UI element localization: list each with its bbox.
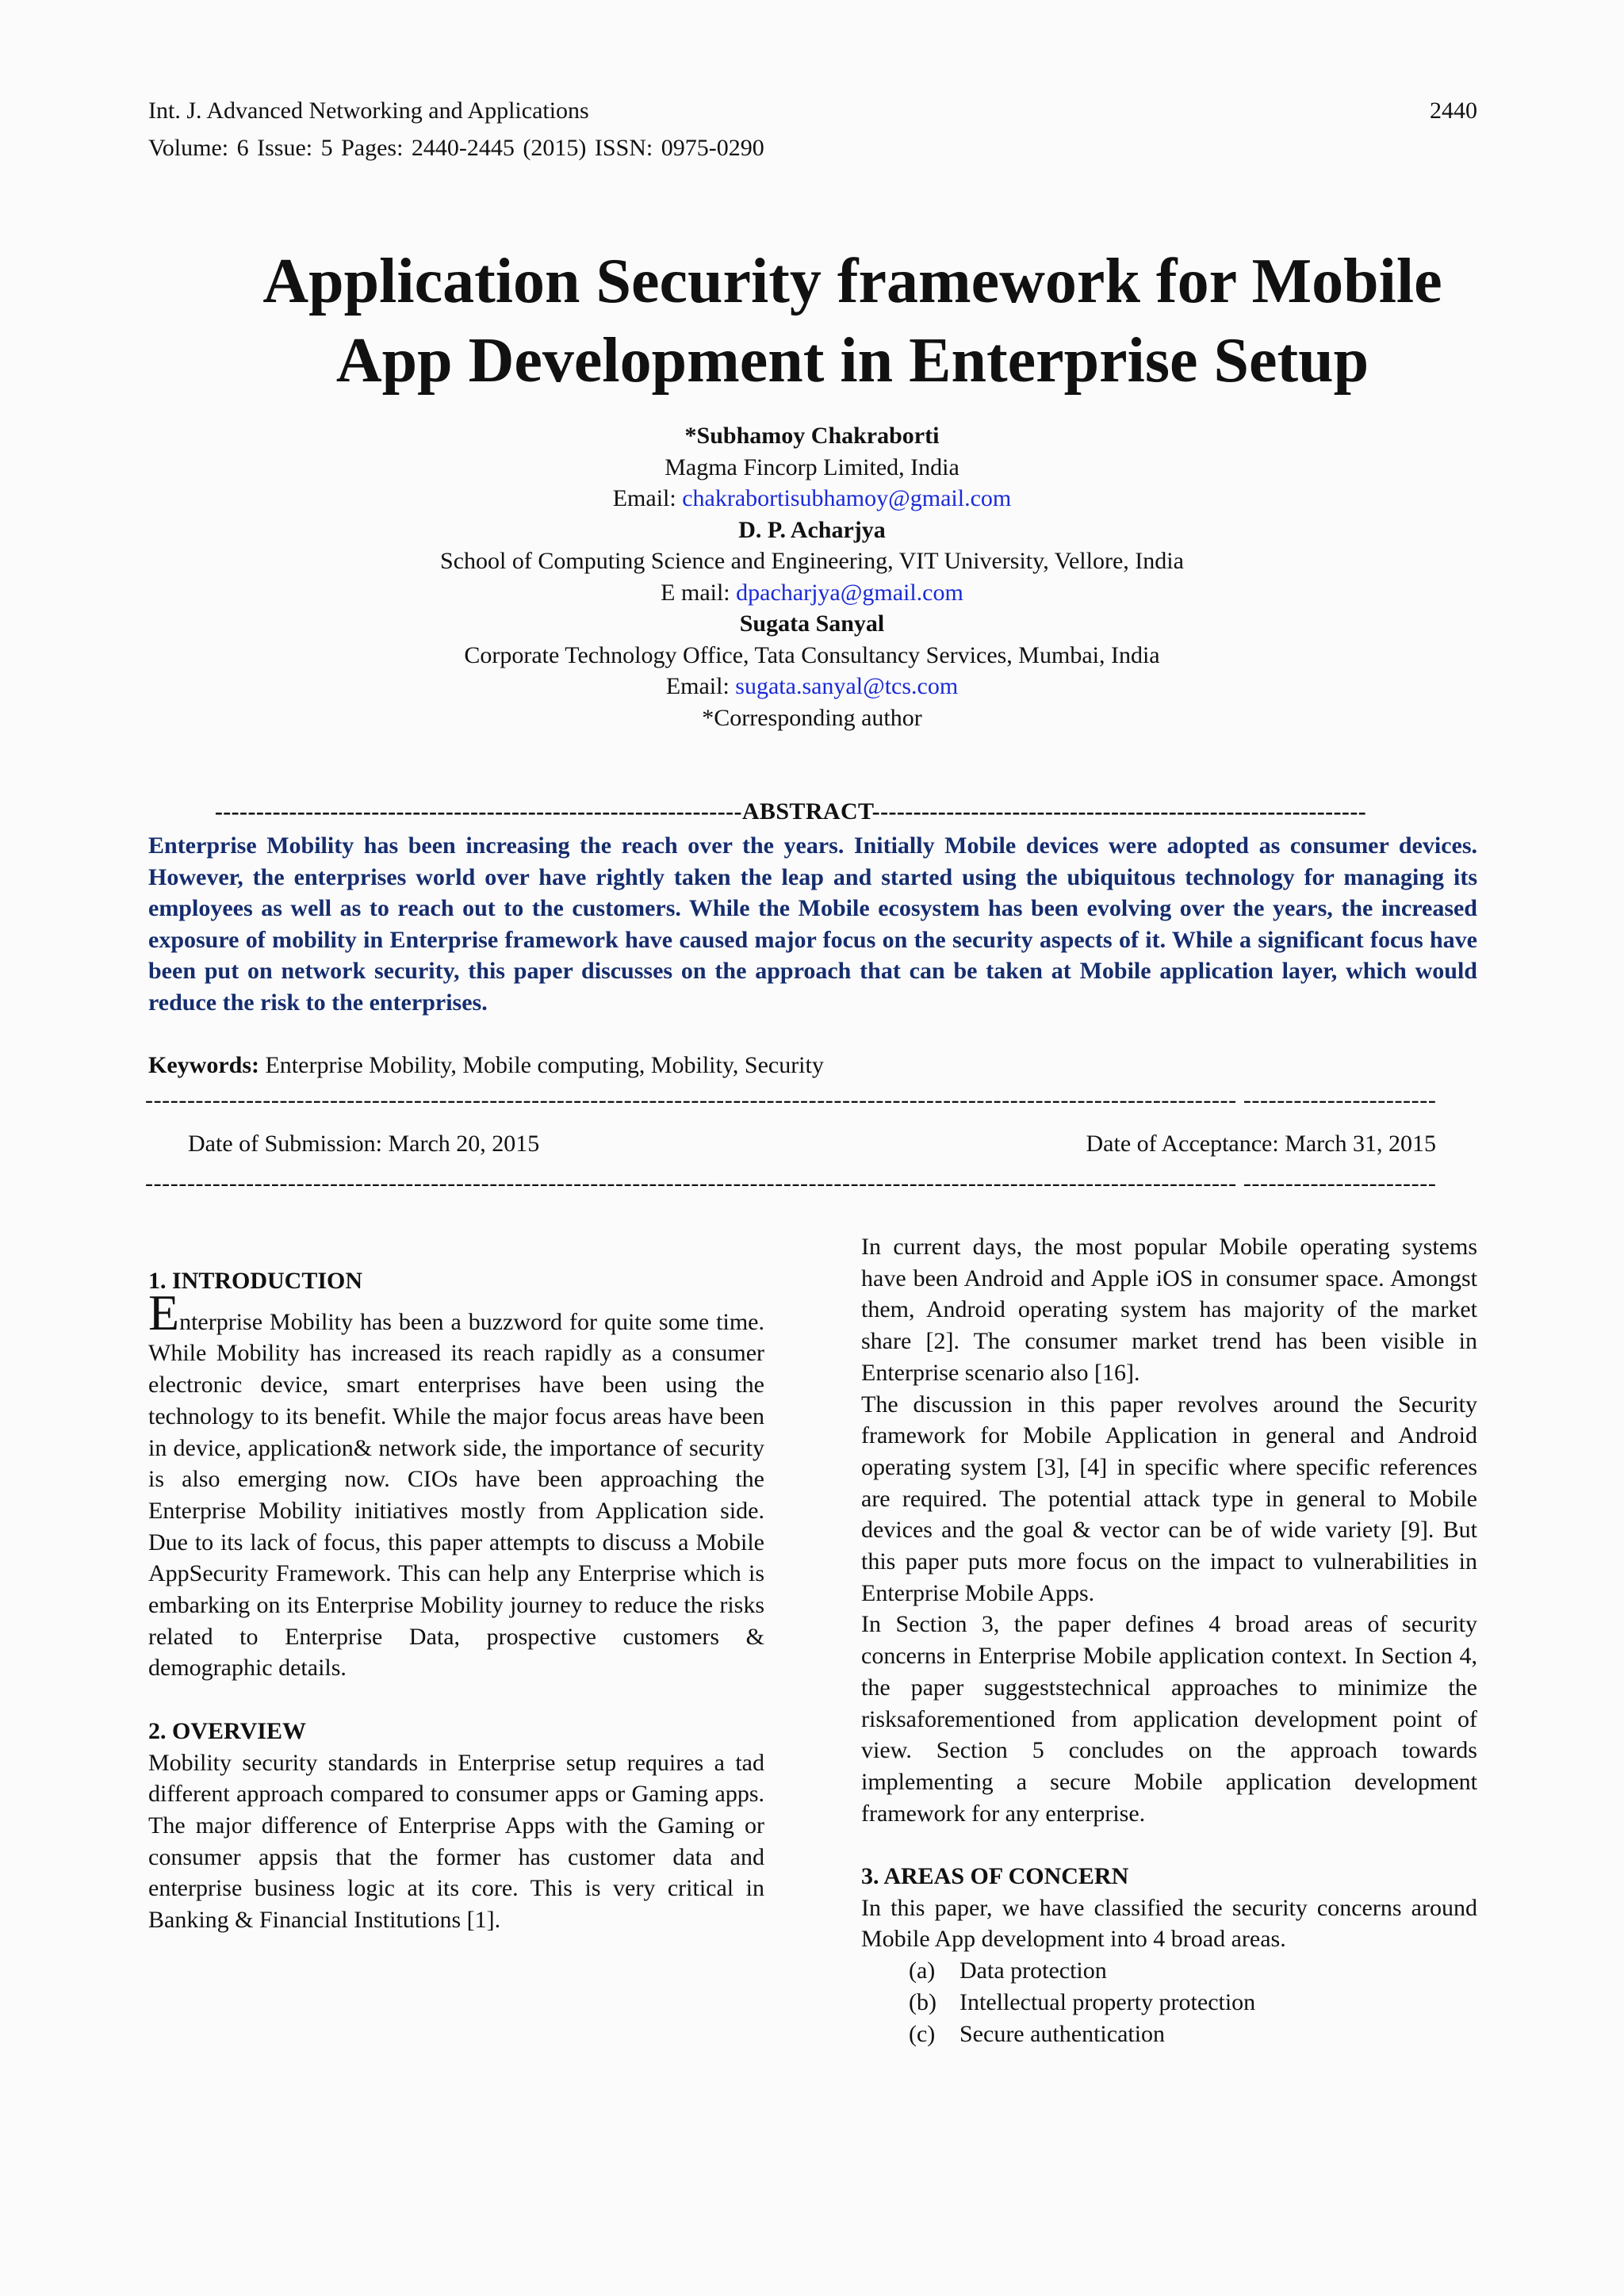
overview-paragraph: Mobility security standards in Enterprise setup requires a tad different approach compared to consumer apps or Gaming apps. The major difference of Enterprise Apps with the Gaming or consumer appsis that the former has customer data and enterprise business logic at its core. This is very critical in Banking & Financial Institutions [1]. bbox=[148, 1749, 764, 1934]
list-item bbox=[909, 1987, 1477, 2019]
list-marker: (a) bbox=[909, 1957, 936, 1984]
list-item bbox=[909, 2019, 1477, 2050]
title-line-2: App Development in Enterprise Setup bbox=[335, 326, 1369, 396]
author-affiliation: Magma Fincorp Limited, India bbox=[665, 453, 959, 480]
list-item bbox=[909, 1955, 1477, 1987]
keywords-line bbox=[148, 1050, 824, 1081]
section-heading: 2. OVERVIEW bbox=[148, 1717, 306, 1744]
section-heading: 1. INTRODUCTION bbox=[148, 1268, 363, 1294]
email-label: Email: bbox=[612, 485, 683, 511]
separator-line: ---------------------------------------------------------------------------------------------------------------------------------- ----------------------- bbox=[145, 1087, 1437, 1113]
author-email-line bbox=[0, 483, 1624, 515]
list-item-label: Secure authentication bbox=[959, 2020, 1166, 2047]
acceptance-date: Date of Acceptance: March 31, 2015 bbox=[1086, 1131, 1436, 1157]
paper-title bbox=[127, 242, 1578, 400]
author-email-line bbox=[0, 671, 1624, 702]
email-link[interactable]: chakrabortisubhamoy@gmail.com bbox=[682, 485, 1012, 511]
right-column bbox=[861, 1231, 1477, 2049]
page-number: 2440 bbox=[1430, 98, 1477, 124]
title-line-1: Application Security framework for Mobile bbox=[262, 247, 1442, 316]
paragraph: In current days, the most popular Mobile operating systems have been Android and Apple iOS in consumer space. Amongst them, Android operating system has majority of the market share [2]. The consumer market trend has been visible in Enterprise scenario also [16]. bbox=[861, 1234, 1477, 1386]
keywords-label: Keywords: bbox=[148, 1052, 259, 1078]
section-heading: 3. AREAS OF CONCERN bbox=[861, 1863, 1129, 1890]
list-marker: (c) bbox=[909, 2020, 936, 2047]
paragraph: The discussion in this paper revolves around the Security framework for Mobile Application in general and Android operating system [3], [4] in specific where specific references are required. The potential attack type in general to Mobile devices and the goal & vector can be of wide variety [9]. But this paper puts more focus on the impact to vulnerabilities in Enterprise Mobile Apps. bbox=[861, 1391, 1477, 1606]
corresponding-author-note: *Corresponding author bbox=[702, 704, 922, 731]
list-item-label: Data protection bbox=[959, 1957, 1107, 1984]
abstract-heading: ----------------------------------------------------------------ABSTRACT------------------------------------------------------------ bbox=[214, 798, 1367, 825]
author-affiliation: Corporate Technology Office, Tata Consultancy Services, Mumbai, India bbox=[464, 641, 1160, 668]
abstract-text: Enterprise Mobility has been increasing the reach over the years. Initially Mobile devices were adopted as consumer devices. However, the enterprises world over have rightly taken the leap and started using the ubiquitous technology for managing its employees as well as to reach out to the customers. While the Mobile ecosystem has been evolving over the years, the increased exposure of mobility in Enterprise framework have caused major focus on the security aspects of it. While a significant focus have been put on network security, this paper discusses on the approach that can be taken at Mobile application layer, which would reduce the risk to the enterprises. bbox=[148, 832, 1477, 1016]
drop-cap: E bbox=[148, 1284, 180, 1341]
submission-date: Date of Submission: March 20, 2015 bbox=[188, 1131, 540, 1157]
dates-line bbox=[188, 1128, 1436, 1160]
introduction-text: nterprise Mobility has been a buzzword for quite some time. While Mobility has increased its reach rapidly as a consumer electronic device, smart enterprises have been using the technology to its benefit. While the major focus areas have been in device, application& network side, the importance of security is also emerging now. CIOs have been approaching the Enterprise Mobility initiatives mostly from Application side. Due to its lack of focus, this paper attempts to discuss a Mobile AppSecurity Framework. This can help any Enterprise which is embarking on its Enterprise Mobility journey to reduce the risks related to Enterprise Data, prospective customers & demographic details. bbox=[148, 1308, 764, 1682]
email-link[interactable]: sugata.sanyal@tcs.com bbox=[735, 673, 959, 699]
keywords-text: Enterprise Mobility, Mobile computing, Mobility, Security bbox=[259, 1052, 824, 1078]
volume-info: Volume: 6 Issue: 5 Pages: 2440-2445 (2015) ISSN: 0975-0290 bbox=[148, 135, 764, 161]
email-label: E mail: bbox=[661, 579, 737, 606]
author-name: *Subhamoy Chakraborti bbox=[684, 423, 940, 449]
author-email-line bbox=[0, 577, 1624, 609]
introduction-paragraph bbox=[148, 1284, 764, 1684]
areas-intro: In this paper, we have classified the security concerns around Mobile App development into 4 broad areas. bbox=[861, 1894, 1477, 1953]
author-name: D. P. Acharjya bbox=[738, 516, 886, 543]
author-affiliation: School of Computing Science and Engineering, VIT University, Vellore, India bbox=[440, 548, 1184, 574]
list-marker: (b) bbox=[909, 1988, 936, 2015]
author-name: Sugata Sanyal bbox=[739, 610, 885, 637]
email-link[interactable]: dpacharjya@gmail.com bbox=[736, 579, 963, 606]
journal-name: Int. J. Advanced Networking and Applications bbox=[148, 98, 589, 124]
paragraph: In Section 3, the paper defines 4 broad areas of security concerns in Enterprise Mobile application context. In Section 4, the paper suggeststechnical approaches to minimize the risksaforementioned from application development point of view. Section 5 concludes on the approach towards implementing a secure Mobile application development framework for any enterprise. bbox=[861, 1611, 1477, 1827]
list-item-label: Intellectual property protection bbox=[959, 1988, 1256, 2015]
left-column bbox=[148, 1265, 764, 1936]
email-label: Email: bbox=[665, 673, 736, 699]
author-block bbox=[0, 420, 1624, 733]
separator-line: ---------------------------------------------------------------------------------------------------------------------------------- ----------------------- bbox=[145, 1170, 1437, 1196]
areas-list bbox=[861, 1955, 1477, 2049]
